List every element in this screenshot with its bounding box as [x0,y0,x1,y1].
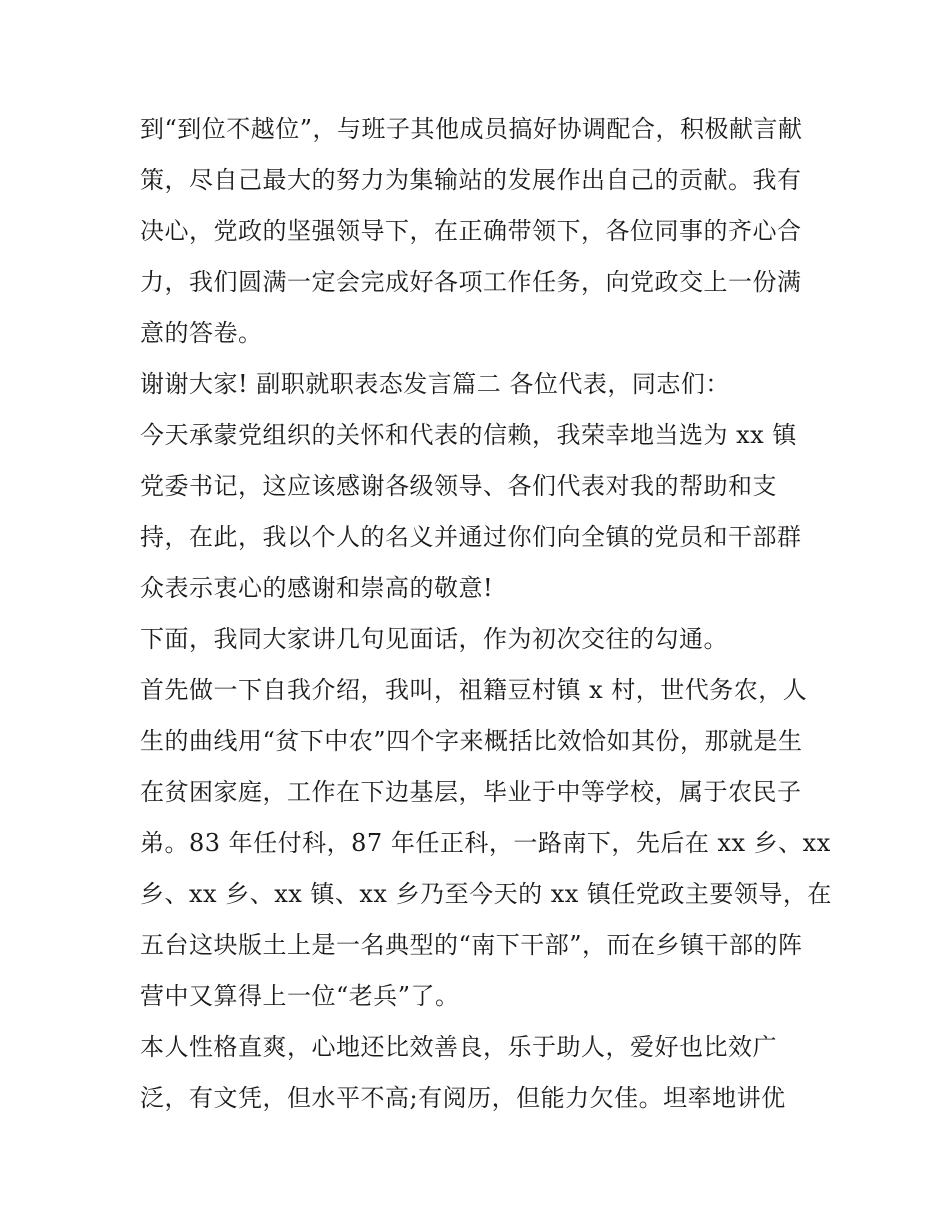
text-line: 党委书记，这应该感谢各级领导、各们代表对我的帮助和支 [140,472,777,500]
text-line: 营中又算得上一位“老兵”了。 [140,982,460,1010]
text-line: 生的曲线用“贫下中农”四个字来概括比效恰如其份，那就是生 [140,727,803,755]
text-line: 众表示衷心的感谢和崇高的敬意! [140,574,494,602]
text-line: 五台这块版土上是一名典型的“南下干部”，而在乡镇干部的阵 [140,931,803,959]
text-line: 决心，党政的坚强领导下，在正确带领下，各位同事的齐心合 [140,217,802,245]
text-line: 在贫困家庭，工作在下边基层，毕业于中等学校，属于农民子 [140,778,802,806]
text-line: 弟。83 年任付科，87 年任正科，一路南下，先后在 xx 乡、xx [140,829,831,857]
text-line: 泛，有文凭，但水平不高;有阅历，但能力欠佳。坦率地讲优 [140,1084,786,1112]
text-line: 首先做一下自我介绍，我叫，祖籍豆村镇 x 村，世代务农，人 [140,676,808,704]
text-line: 下面，我同大家讲几句见面话，作为初次交往的勾通。 [140,625,728,653]
text-line: 策，尽自己最大的努力为集输站的发展作出自己的贡献。我有 [140,166,802,194]
text-line: 谢谢大家! 副职就职表态发言篇二 各位代表，同志们： [140,370,730,398]
text-line: 今天承蒙党组织的关怀和代表的信赖，我荣幸地当选为 xx 镇 [140,421,797,449]
text-line: 意的答卷。 [140,319,263,347]
text-line: 到“到位不越位”，与班子其他成员搞好协调配合，积极献言献 [140,115,803,143]
text-line: 力，我们圆满一定会完成好各项工作任务，向党政交上一份满 [140,268,802,296]
text-line: 乡、xx 乡、xx 镇、xx 乡乃至今天的 xx 镇任党政主要领导，在 [140,880,832,908]
document-body [140,104,830,1124]
text-line: 持，在此，我以个人的名义并通过你们向全镇的党员和干部群 [140,523,802,551]
text-line: 本人性格直爽，心地还比效善良，乐于助人，爱好也比效广 [140,1033,777,1061]
